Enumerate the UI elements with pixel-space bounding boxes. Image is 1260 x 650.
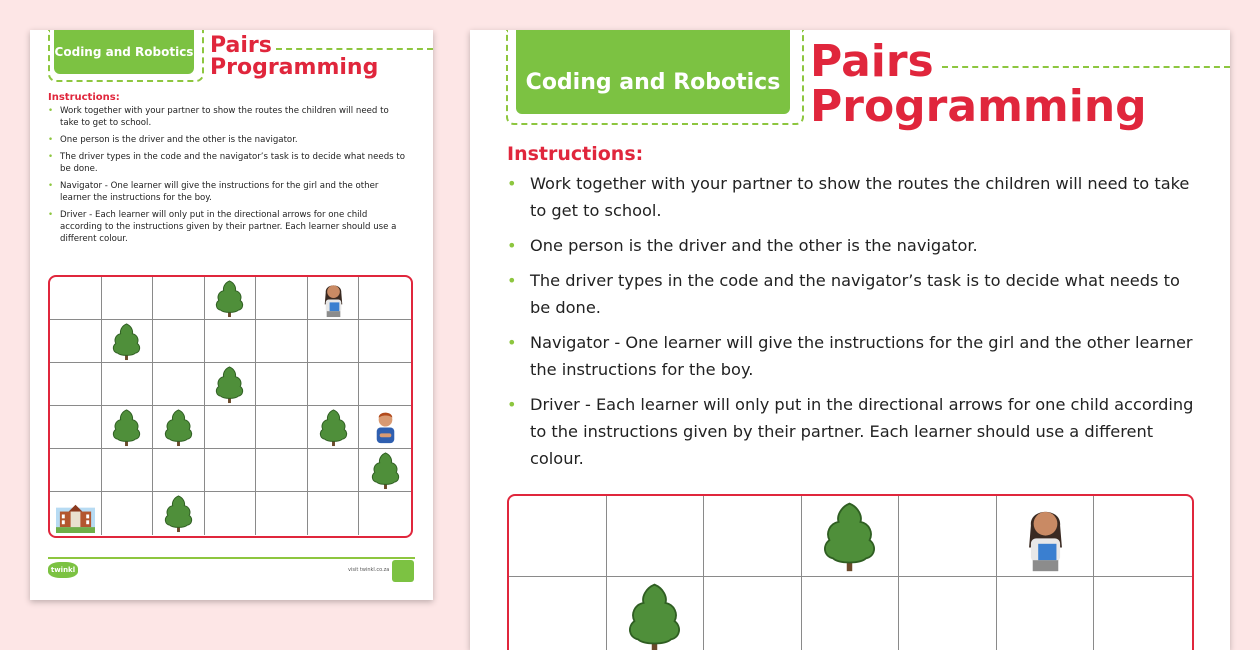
grid-cell[interactable] [308,406,360,449]
grid-cell[interactable] [899,496,997,577]
grid-cell[interactable] [359,363,411,406]
grid-cell[interactable] [308,277,360,320]
grid-cell[interactable] [102,363,154,406]
grid-cell[interactable] [153,320,205,363]
grid-cell[interactable] [359,492,411,535]
grid-cell[interactable] [153,449,205,492]
instructions-heading: Instructions: [48,92,120,103]
grid-cell[interactable] [205,449,257,492]
footer-url[interactable]: visit twinkl.co.za [348,567,389,573]
girl-icon [1009,500,1082,573]
title-line-1: Pairs [810,40,1147,85]
tree-icon [107,408,146,447]
grid-cell[interactable] [102,492,154,535]
thumbnail-sheet [30,30,433,600]
instructions-list [48,105,408,250]
grid-cell[interactable] [256,277,308,320]
grid-cell[interactable] [153,363,205,406]
grid-cell[interactable] [704,496,802,577]
title-line-2: Programming [810,85,1147,130]
grid-cell[interactable] [102,320,154,363]
tree-icon [107,322,146,361]
grid-cell[interactable] [509,496,607,577]
grid-cell[interactable] [607,496,705,577]
grid-cell[interactable] [205,277,257,320]
subject-tab: Coding and Robotics [516,30,790,114]
grid-cell[interactable] [102,449,154,492]
grid-cell[interactable] [50,406,102,449]
grid-cell[interactable] [308,363,360,406]
grid-cell[interactable] [256,363,308,406]
grid-cell[interactable] [1094,496,1192,577]
grid-cell[interactable] [205,492,257,535]
grid-cell[interactable] [704,577,802,650]
grid-cell[interactable] [802,496,900,577]
tree-icon [159,494,198,533]
grid-cell[interactable] [102,277,154,320]
instruction-item: • Driver - Each learner will only put in the directional arrows for one child according to the instructions given by their partner. Each learner should use a different colour. [48,209,408,245]
grid-cell[interactable] [205,363,257,406]
title-dash [276,48,433,50]
girl-icon [314,279,353,318]
instruction-item: • Work together with your partner to show the routes the children will need to take to get to school. [48,105,408,129]
grid-cell[interactable] [50,320,102,363]
grid-cell[interactable] [359,277,411,320]
instruction-item: • The driver types in the code and the navigator’s task is to decide what needs to be done. [507,267,1197,321]
grid-cell[interactable] [899,577,997,650]
tree-icon [813,500,886,573]
map-grid [48,275,413,538]
grid-cell[interactable] [102,406,154,449]
grid-cell[interactable] [308,320,360,363]
tree-icon [314,408,353,447]
title-line-2: Programming [210,57,378,79]
grid-cell[interactable] [50,449,102,492]
grid-cell[interactable] [153,492,205,535]
tree-icon [210,365,249,404]
grid-cell[interactable] [308,492,360,535]
grid-cell[interactable] [802,577,900,650]
grid-cell[interactable] [153,277,205,320]
grid-cell[interactable] [359,320,411,363]
quality-badge [392,560,414,582]
instruction-item: • Driver - Each learner will only put in the directional arrows for one child according to the instructions given by their partner. Each learner should use a different colour. [507,391,1197,472]
page-title [810,40,1147,130]
grid-cell[interactable] [205,406,257,449]
title-line-1: Pairs [210,35,378,57]
title-dash [942,66,1230,68]
instruction-item: • One person is the driver and the other is the navigator. [507,232,1197,259]
footer-line [48,557,415,559]
instruction-item: • Navigator - One learner will give the instructions for the girl and the other learner the instructions for the boy. [507,329,1197,383]
grid-cell[interactable] [509,577,607,650]
tree-icon [366,451,405,490]
instruction-item: • Work together with your partner to show the routes the children will need to take to get to school. [507,170,1197,224]
twinkl-logo: twinkl [48,562,78,578]
school-icon [56,494,95,533]
grid-cell[interactable] [256,449,308,492]
instruction-item: • The driver types in the code and the navigator’s task is to decide what needs to be done. [48,151,408,175]
grid-cell[interactable] [50,277,102,320]
instruction-item: • One person is the driver and the other is the navigator. [48,134,408,146]
subject-tab: Coding and Robotics [54,30,194,74]
grid-cell[interactable] [256,492,308,535]
grid-cell[interactable] [308,449,360,492]
tree-icon [618,581,691,650]
grid-cell[interactable] [50,363,102,406]
zoomed-sheet [470,30,1230,650]
grid-cell[interactable] [997,577,1095,650]
grid-cell[interactable] [205,320,257,363]
instructions-heading: Instructions: [507,143,643,165]
grid-cell[interactable] [153,406,205,449]
grid-cell[interactable] [359,449,411,492]
page-title [210,35,378,80]
boy-icon [366,408,405,447]
grid-cell[interactable] [256,320,308,363]
instruction-item: • Navigator - One learner will give the instructions for the girl and the other learner the instructions for the boy. [48,180,408,204]
tree-icon [159,408,198,447]
grid-cell[interactable] [50,492,102,535]
grid-cell[interactable] [1094,577,1192,650]
grid-cell[interactable] [607,577,705,650]
grid-cell[interactable] [359,406,411,449]
instructions-list [507,170,1197,480]
tree-icon [210,279,249,318]
grid-cell[interactable] [256,406,308,449]
grid-cell[interactable] [997,496,1095,577]
map-grid [507,494,1194,650]
